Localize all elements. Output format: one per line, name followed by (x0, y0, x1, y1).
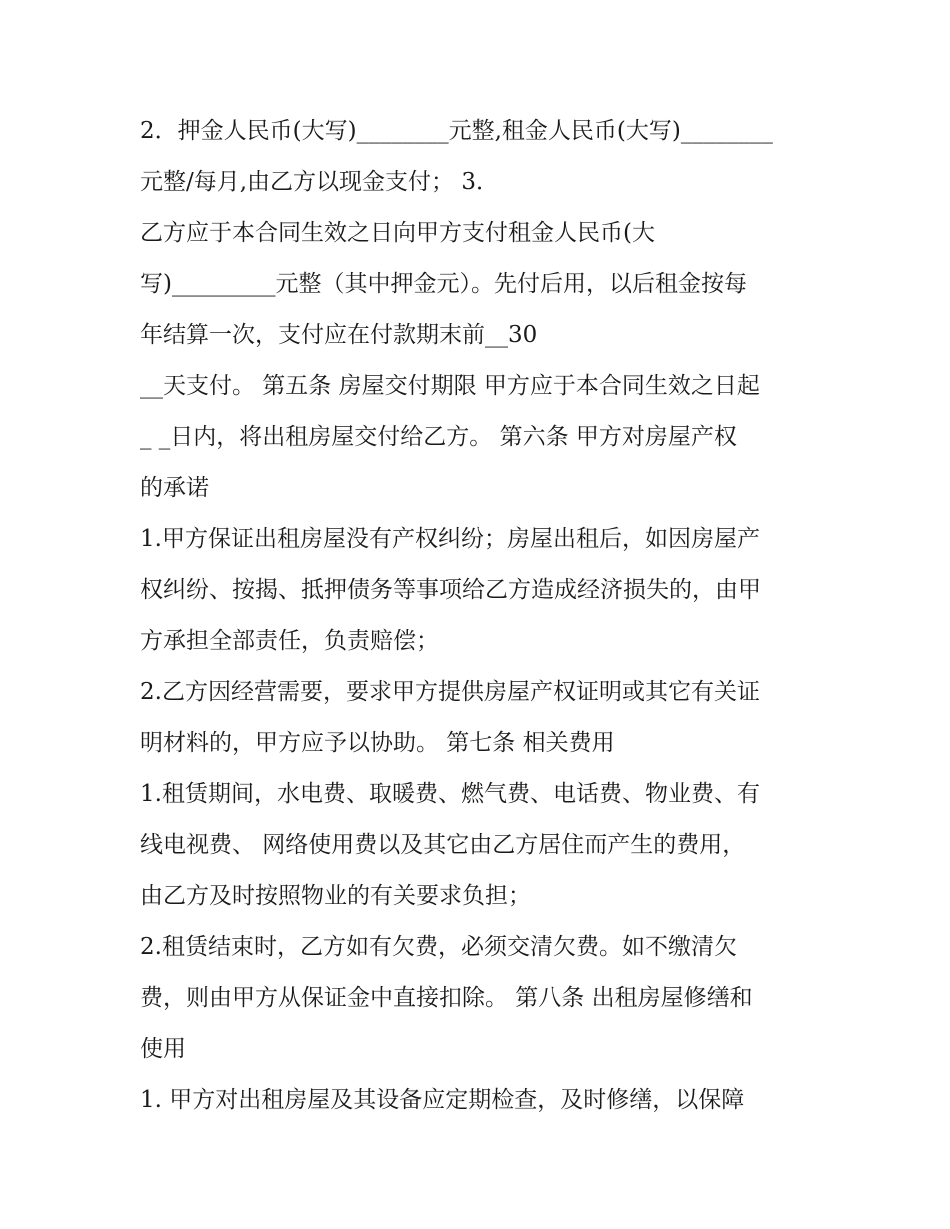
text-line: 1. 甲方对出租房屋及其设备应定期检查，及时修缮，以保障 (140, 1087, 745, 1113)
text-line: 1.租赁期间，水电费、取暖费、燃气费、电话费、物业费、有 (140, 781, 760, 807)
text-line: 费，则由甲方从保证金中直接扣除。 第八条 出租房屋修缮和 (140, 985, 753, 1011)
text-line: 1.甲方保证出租房屋没有产权纠纷；房屋出租后，如因房屋产 (140, 526, 760, 552)
contract-text (140, 110, 820, 1130)
text-line: 乙方应于本合同生效之日向甲方支付租金人民币(大 (140, 220, 655, 246)
text-line: 线电视费、 网络使用费以及其它由乙方居住而产生的费用， (140, 832, 746, 858)
text-line: 2.租赁结束时，乙方如有欠费，必须交清欠费。如不缴清欠 (140, 934, 737, 960)
text-line: 明材料的，甲方应予以协助。 第七条 相关费用 (140, 730, 615, 756)
text-line: 由乙方及时按照物业的有关要求负担； (140, 883, 531, 909)
text-line: 权纠纷、按揭、抵押债务等事项给乙方造成经济损失的，由甲 (140, 577, 761, 603)
text-line: 的承诺 (140, 475, 209, 501)
text-line: 2．押金人民币(大写)________元整,租金人民币(大写)________ (140, 118, 773, 144)
text-line: 2.乙方因经营需要，要求甲方提供房屋产权证明或其它有关证 (140, 679, 760, 705)
text-line: 写)_________元整（其中押金元）。先付后用，以后租金按每 (140, 271, 747, 297)
text-line: _ _日内，将出租房屋交付给乙方。 第六条 甲方对房屋产权 (140, 424, 737, 450)
text-line: __天支付。 第五条 房屋交付期限 甲方应于本合同生效之日起 (140, 373, 760, 399)
text-line: 使用 (140, 1036, 186, 1062)
text-line: 年结算一次，支付应在付款期末前__30 (140, 322, 538, 348)
text-line: 方承担全部责任，负责赔偿； (140, 628, 439, 654)
text-line: 元整/每月,由乙方以现金支付； 3． (140, 169, 500, 195)
